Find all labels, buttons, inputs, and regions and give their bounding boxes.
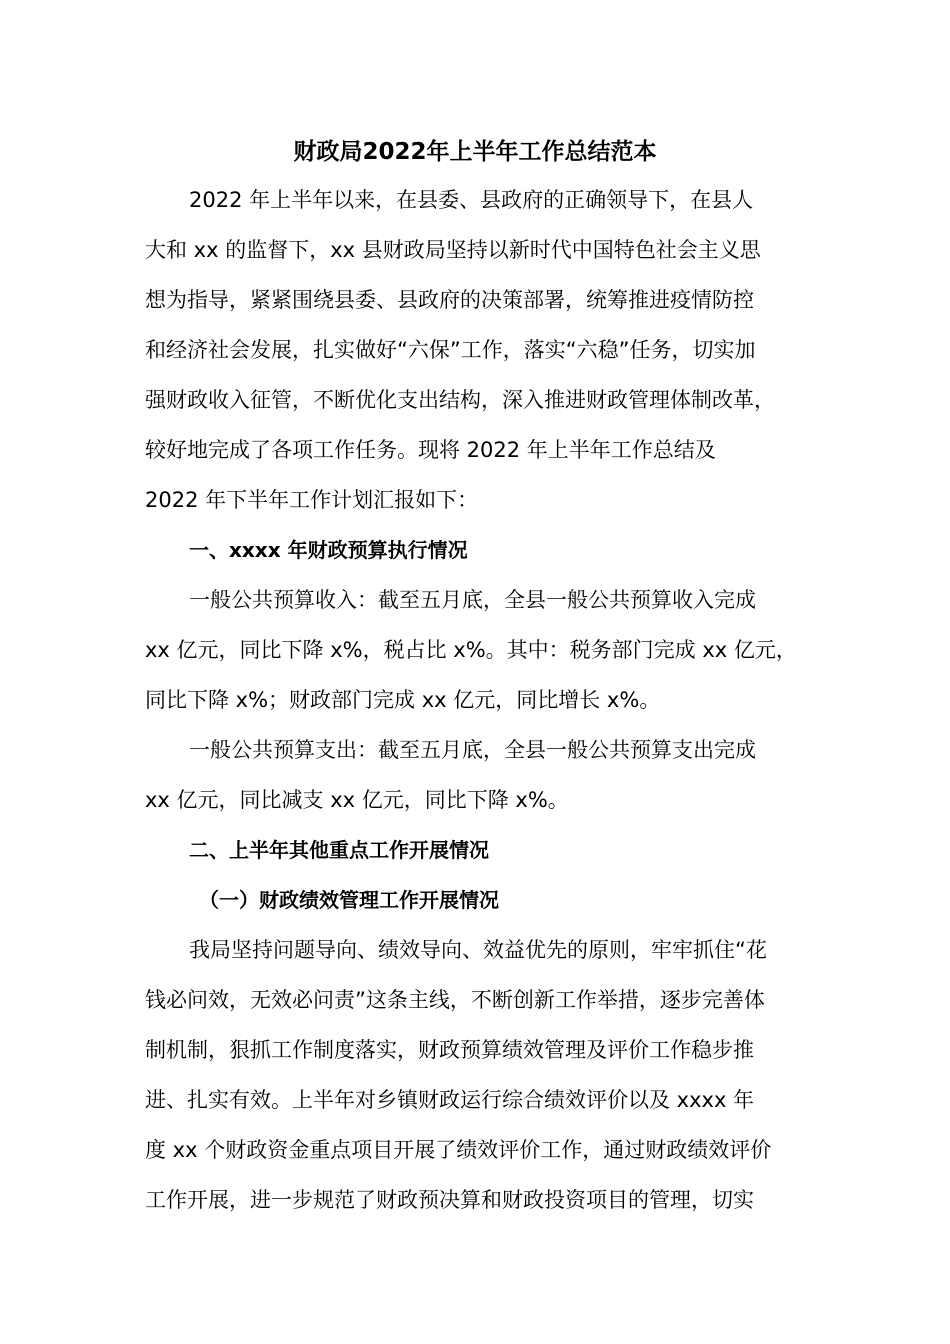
paragraph-line: 我局坚持问题导向、绩效导向、效益优先的原则，牢牢抓住“花: [189, 938, 767, 962]
paragraph-line: 一般公共预算收入：截至五月底，全县一般公共预算收入完成: [189, 588, 756, 612]
paragraph-line: 大和 xx 的监督下，xx 县财政局坚持以新时代中国特色社会主义思: [145, 238, 761, 262]
paragraph-line: 度 xx 个财政资金重点项目开展了绩效评价工作，通过财政绩效评价: [145, 1138, 772, 1162]
paragraph-line: 钱必问效，无效必问责”这条主线，不断创新工作举措，逐步完善体: [145, 988, 765, 1012]
paragraph-line: 工作开展，进一步规范了财政预决算和财政投资项目的管理，切实: [145, 1188, 754, 1212]
paragraph-line: 较好地完成了各项工作任务。现将 2022 年上半年工作总结及: [145, 438, 716, 462]
paragraph-line: xx 亿元，同比减支 xx 亿元，同比下降 x%。: [145, 788, 569, 812]
paragraph-line: 制机制，狠抓工作制度落实，财政预算绩效管理及评价工作稳步推: [145, 1038, 754, 1062]
paragraph-line: 一般公共预算支出：截至五月底，全县一般公共预算支出完成: [189, 738, 756, 762]
document-title: 财政局2022年上半年工作总结范本: [293, 139, 657, 165]
paragraph-line: 同比下降 x%；财政部门完成 xx 亿元，同比增长 x%。: [145, 688, 661, 712]
paragraph-line: 2022 年上半年以来，在县委、县政府的正确领导下，在县人: [189, 188, 754, 212]
paragraph-line: xx 亿元，同比下降 x%，税占比 x%。其中：税务部门完成 xx 亿元，: [145, 638, 797, 662]
section-heading: 一、xxxx 年财政预算执行情况: [189, 538, 468, 562]
paragraph-line: 进、扎实有效。上半年对乡镇财政运行综合绩效评价以及 xxxx 年: [145, 1088, 755, 1112]
section-heading: 二、上半年其他重点工作开展情况: [189, 838, 489, 862]
paragraph-line: 和经济社会发展，扎实做好“六保”工作，落实“六稳”任务，切实加: [145, 338, 756, 362]
paragraph-line: 2022 年下半年工作计划汇报如下：: [145, 488, 479, 512]
paragraph-line: 想为指导，紧紧围绕县委、县政府的决策部署，统筹推进疫情防控: [145, 288, 754, 312]
paragraph-line: 强财政收入征管，不断优化支出结构，深入推进财政管理体制改革，: [145, 388, 775, 412]
subsection-heading: （一）财政绩效管理工作开展情况: [199, 888, 499, 912]
